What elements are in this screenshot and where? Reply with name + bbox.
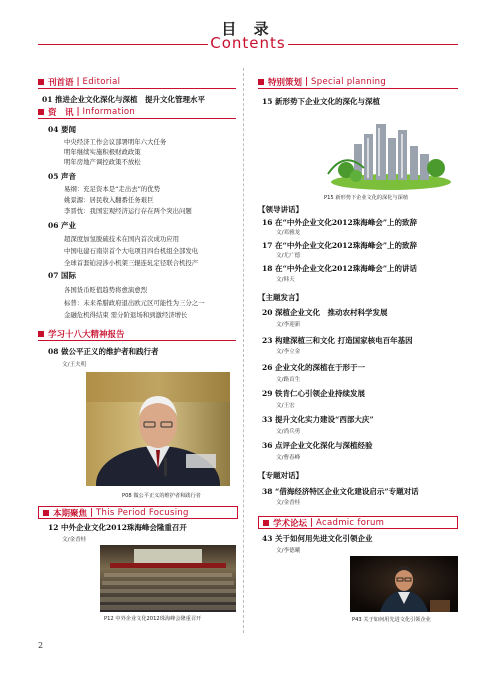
info-group-title[interactable]: 05 声音 [48, 172, 77, 181]
square-bullet-icon [38, 331, 44, 337]
article-author: 文/王宏 [276, 403, 295, 409]
info-line: 易纲：充足资本是“走出去”的优势 [64, 185, 161, 193]
section-rule [258, 88, 458, 89]
info-line: 中央经济工作会议部署明年六大任务 [64, 138, 167, 146]
photo-caption: P15 新形势下企业文化的深化与深植 [324, 195, 409, 201]
square-bullet-icon [263, 520, 269, 526]
city-graphic-art [324, 110, 458, 190]
article-author: 文/路首生 [276, 377, 301, 383]
photo-caption: P08 做公平正义的维护者和践行者 [122, 493, 201, 499]
article-author: 文/邓雅龙 [276, 230, 301, 236]
info-line: 明年继续实施积极财政政策 [64, 148, 141, 156]
info-line: 中国电建石南崇首个大电项目四台机组全部发电 [64, 247, 199, 255]
conference-photo [100, 545, 236, 612]
info-line: 明年房地产调控政策不放松 [64, 158, 141, 166]
info-line: 全球首套铂浸涉小机架三辊连轧定径联合机投产 [64, 259, 199, 267]
article-author: 文/李德曦 [276, 548, 301, 554]
lecturer-photo [350, 556, 458, 612]
toc-entry[interactable]: 20 深植企业文化 推动农村科学发展 [262, 308, 388, 317]
photo-caption: P12 中外企业文化2012珠海峰会隆重召开 [104, 616, 202, 622]
toc-entry[interactable]: 33 提升文化实力建设“西部大庆” [262, 415, 374, 424]
page-number: 2 [38, 641, 44, 650]
article-author: 文/尚兵勇 [276, 429, 301, 435]
info-line: 李晋忱：我国宏观经济运行存在两个突出问题 [64, 207, 192, 215]
speaker-photo [86, 372, 230, 486]
toc-entry[interactable]: 17 在“中外企业文化2012珠海峰会”上的致辞 [262, 241, 418, 250]
article-author: 文/王夫明 [62, 362, 87, 368]
photo-caption: P43 关于如何用先进文化引领企业 [352, 617, 431, 623]
subsection-dialogue: 【专题对话】 [258, 471, 303, 480]
info-line: 标普：未来希腊政府退出欧元区可能性为三分之一 [64, 299, 205, 307]
page-title: 目 录 [221, 20, 275, 38]
toc-entry-focus[interactable]: 12 中外企业文化2012珠海峰会隆重召开 [48, 523, 187, 532]
section-rule [38, 340, 236, 341]
toc-entry-study[interactable]: 08 做公平正义的维护者和践行者 [48, 347, 159, 356]
toc-entry-special[interactable]: 15 新形势下企业文化的深化与深植 [262, 97, 381, 106]
toc-entry[interactable]: 38 “借海经济特区企业文化建设启示”专题对话 [262, 487, 419, 496]
article-author: 文/韩天 [276, 277, 295, 283]
info-line: 超深度加氢脱硫技术在国内首次成功应用 [64, 235, 180, 243]
toc-entry[interactable]: 23 构建深植三和文化 打造国家核电百年基因 [262, 336, 413, 345]
section-academic-forum: 学术论坛 | Acadmic forum [258, 516, 458, 529]
article-author: 文/金香桂 [276, 500, 301, 506]
lecturer-photo-art [350, 556, 458, 612]
page-subtitle: Contents [210, 34, 286, 52]
city-graphic [324, 110, 458, 190]
square-bullet-icon [38, 109, 44, 115]
section-focus: 本期聚焦 | This Period Focusing [38, 506, 238, 519]
toc-entry[interactable]: 18 在“中外企业文化2012珠海峰会”上的讲话 [262, 264, 418, 273]
info-group-title[interactable]: 07 国际 [48, 271, 77, 280]
section-editorial: 刊首语 | Editorial [38, 76, 120, 88]
article-author: 文/李迎新 [276, 322, 301, 328]
info-line: 各国货币贬值趋势将愈演愈烈 [64, 286, 148, 294]
article-author: 文/李立金 [276, 349, 301, 355]
info-group-title[interactable]: 04 要闻 [48, 125, 77, 134]
section-rule [38, 118, 236, 119]
info-line: 姚景源：居民收入翻番任务艰巨 [64, 196, 154, 204]
article-author: 文/金香桂 [62, 537, 87, 543]
article-author: 文/尤广德 [276, 253, 301, 259]
section-special-planning: 特别策划 | Special planning [258, 76, 386, 88]
subsection-keynote: 【主题发言】 [258, 293, 303, 302]
section-study-report: 学习十八大精神报告 [38, 328, 125, 340]
toc-entry[interactable]: 29 铁肯仁心引领企业持续发展 [262, 389, 366, 398]
speaker-photo-art [86, 372, 230, 486]
section-rule [38, 88, 236, 89]
section-information: 资 讯 | Information [38, 106, 135, 118]
toc-entry-editorial[interactable]: 01 推进企业文化深化与深植 提升文化管理水平 [42, 95, 206, 104]
subsection-leaders-speech: 【领导讲话】 [258, 205, 303, 214]
conference-photo-art [100, 545, 236, 612]
article-author: 文/曹春峰 [276, 455, 301, 461]
square-bullet-icon [258, 79, 264, 85]
toc-entry-forum[interactable]: 43 关于如何用先进文化引领企业 [262, 534, 373, 543]
toc-entry[interactable]: 26 企业文化的深植在于形于一 [262, 363, 366, 372]
toc-entry[interactable]: 36 点评企业文化深化与深植经验 [262, 441, 373, 450]
square-bullet-icon [38, 79, 44, 85]
info-group-title[interactable]: 06 产业 [48, 221, 77, 230]
column-divider [243, 68, 244, 633]
toc-entry[interactable]: 16 在“中外企业文化2012珠海峰会”上的致辞 [262, 218, 418, 227]
square-bullet-icon [43, 510, 49, 516]
info-line: 金融危机得结束 需分阶退场和到激经济增长 [64, 311, 188, 319]
